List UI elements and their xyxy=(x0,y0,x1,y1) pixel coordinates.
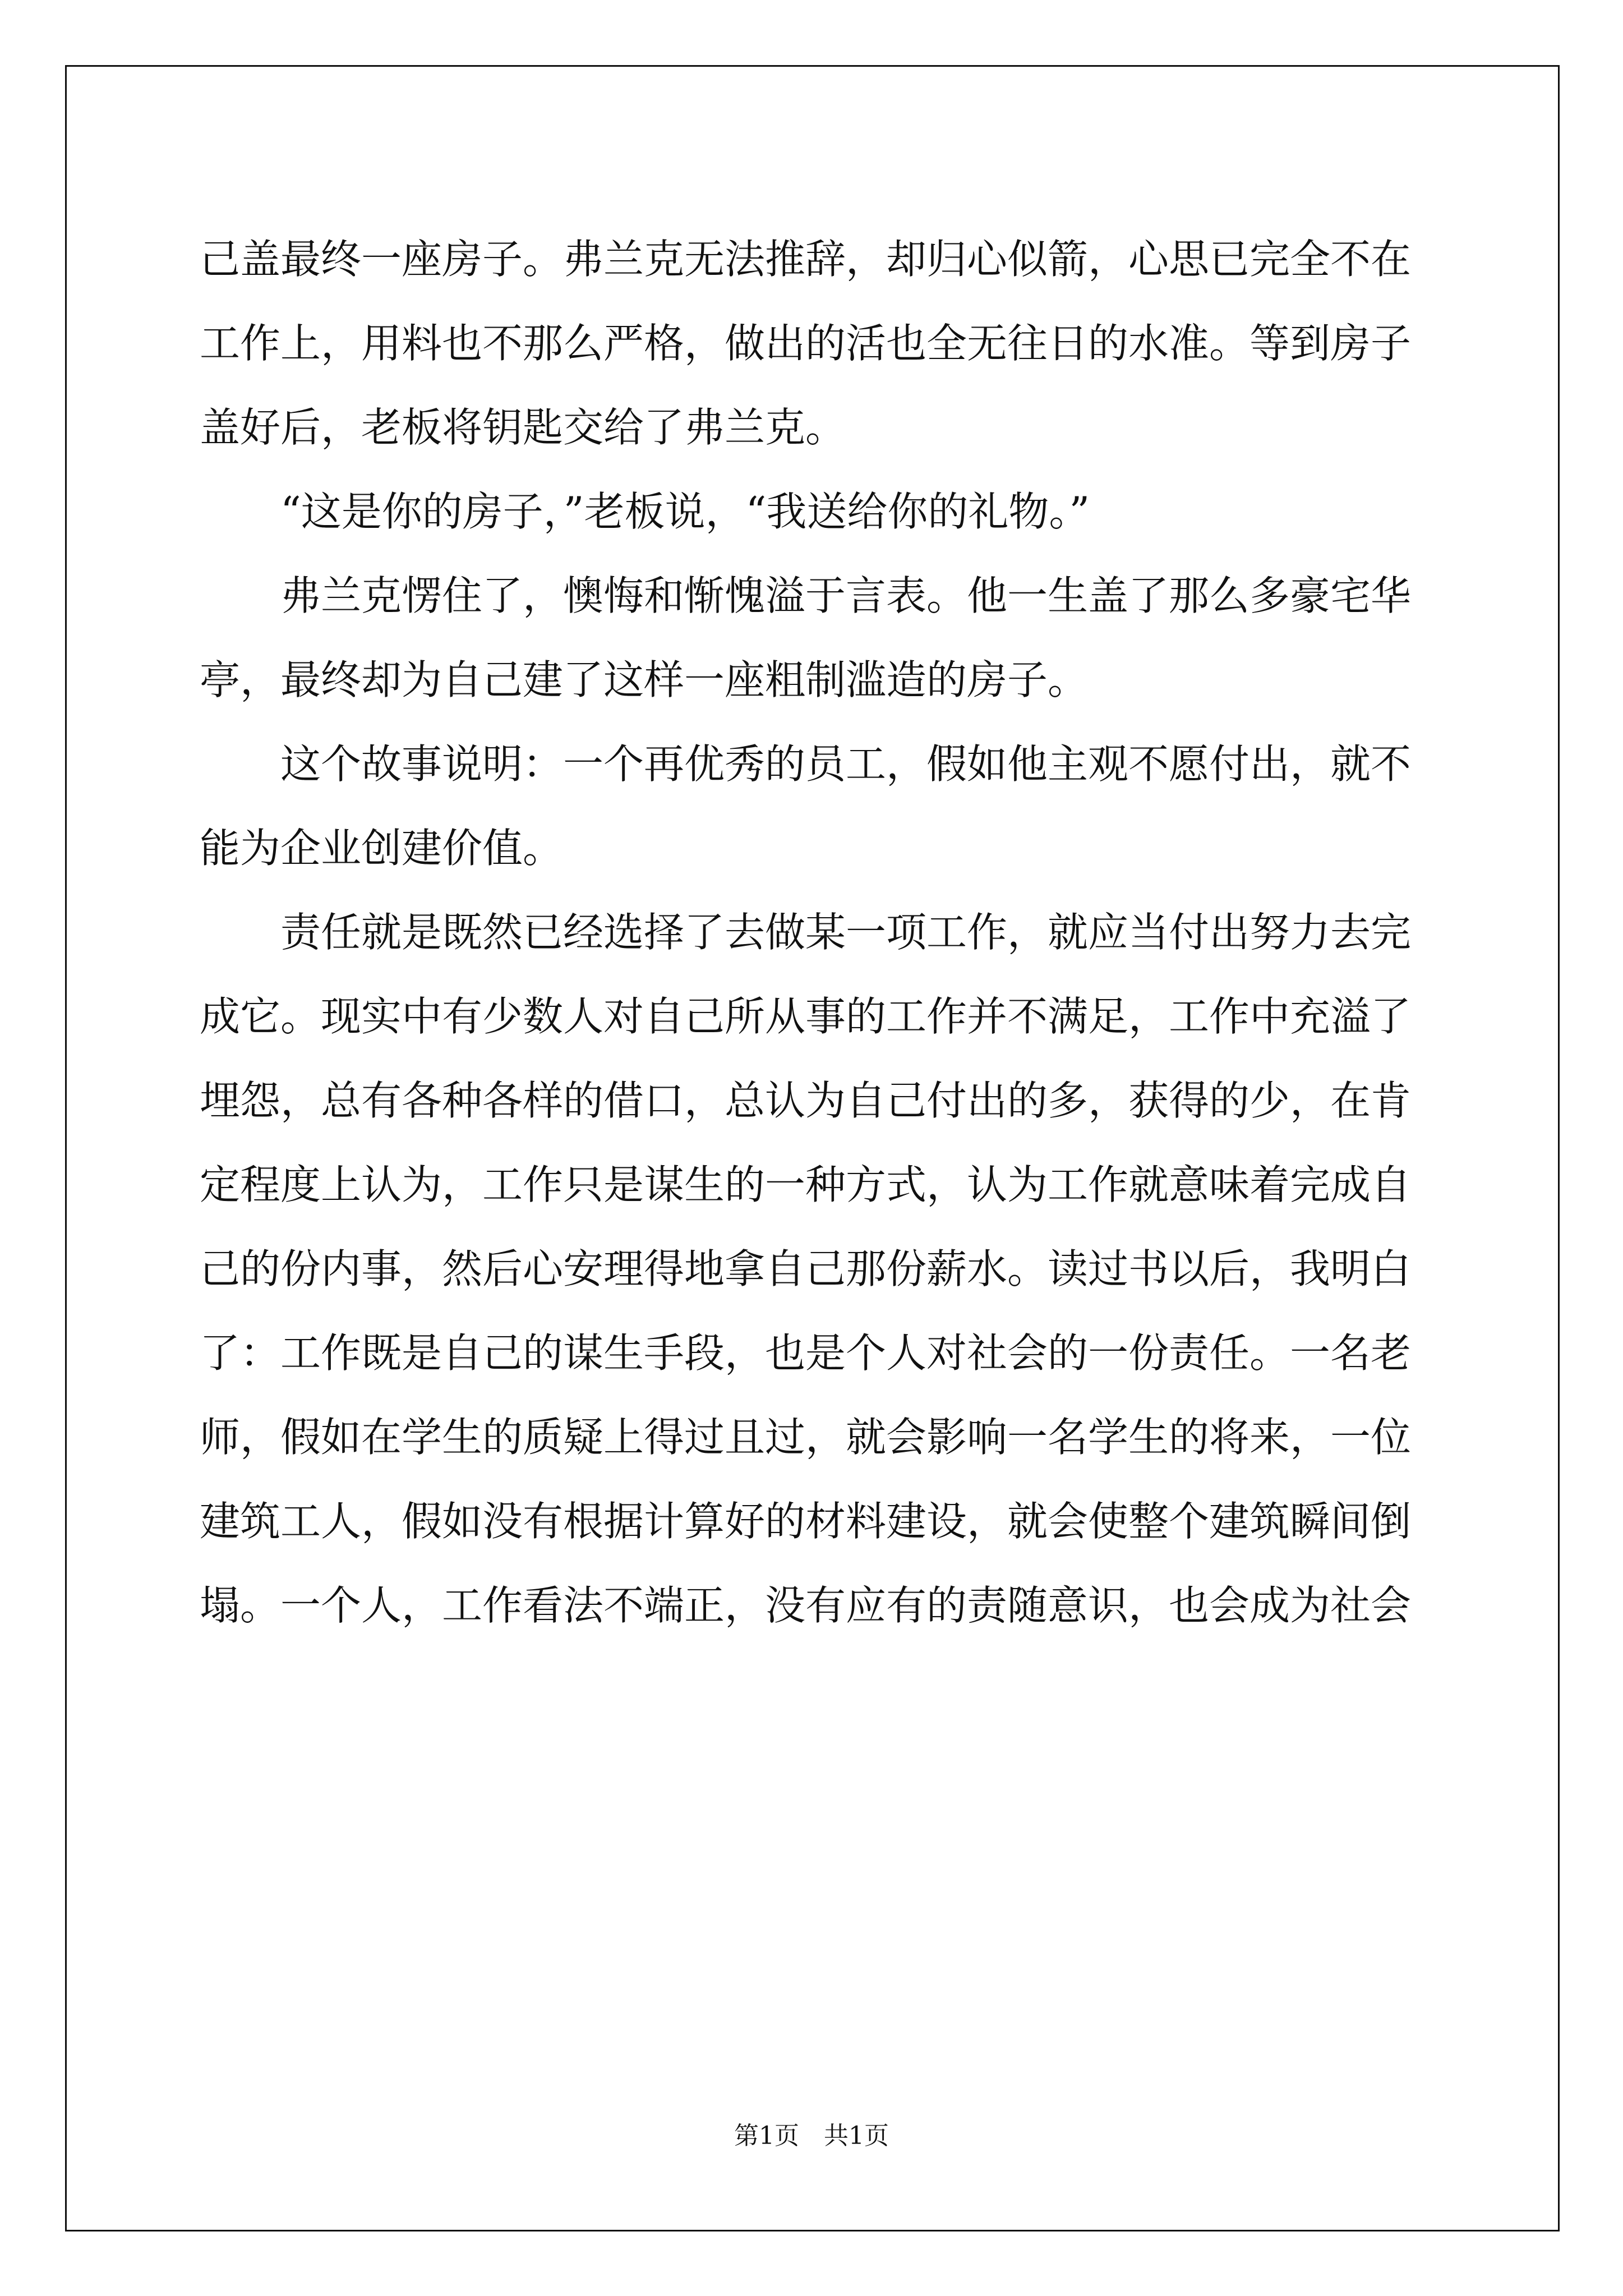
text-line: 己盖最终一座房子。弗兰克无法推辞，却归心似箭，心思已完全不在 xyxy=(200,236,1412,283)
text-line: 这个故事说明：一个再优秀的员工，假如他主观不愿付出，就不 xyxy=(200,740,1412,788)
text-line: 建筑工人，假如没有根据计算好的材料建设，就会使整个建筑瞬间倒 xyxy=(200,1498,1412,1545)
text-line: 能为企业创建价值。 xyxy=(200,825,564,872)
text-line: 定程度上认为，工作只是谋生的一种方式，认为工作就意味着完成自 xyxy=(200,1161,1412,1208)
text-line: 工作上，用料也不那么严格，做出的活也全无往日的水准。等到房子 xyxy=(200,320,1412,367)
text-line: 塌。一个人，工作看法不端正，没有应有的责随意识，也会成为社会 xyxy=(200,1582,1412,1629)
text-line: 师，假如在学生的质疑上得过且过，就会影响一名学生的将来，一位 xyxy=(200,1414,1412,1461)
text-line: 了：工作既是自己的谋生手段，也是个人对社会的一份责任。一名老 xyxy=(200,1329,1412,1377)
text-line: 亭，最终却为自己建了这样一座粗制滥造的房子。 xyxy=(200,656,1089,703)
text-line: 己的份内事，然后心安理得地拿自己那份薪水。读过书以后，我明白 xyxy=(200,1245,1412,1292)
text-line: 弗兰克愣住了，懊悔和惭愧溢于言表。他一生盖了那么多豪宅华 xyxy=(200,572,1412,619)
text-line: 责任就是既然已经选择了去做某一项工作，就应当付出努力去完 xyxy=(200,909,1412,956)
text-line: “这是你的房子，”老板说，“我送给你的礼物。” xyxy=(200,488,1090,535)
text-line: 埋怨，总有各种各样的借口，总认为自己付出的多，获得的少，在肯 xyxy=(200,1077,1412,1124)
text-line: 成它。现实中有少数人对自己所从事的工作并不满足，工作中充溢了 xyxy=(200,993,1412,1040)
page-footer: 第1页 共1页 xyxy=(734,2122,889,2150)
text-line: 盖好后，老板将钥匙交给了弗兰克。 xyxy=(200,404,846,451)
